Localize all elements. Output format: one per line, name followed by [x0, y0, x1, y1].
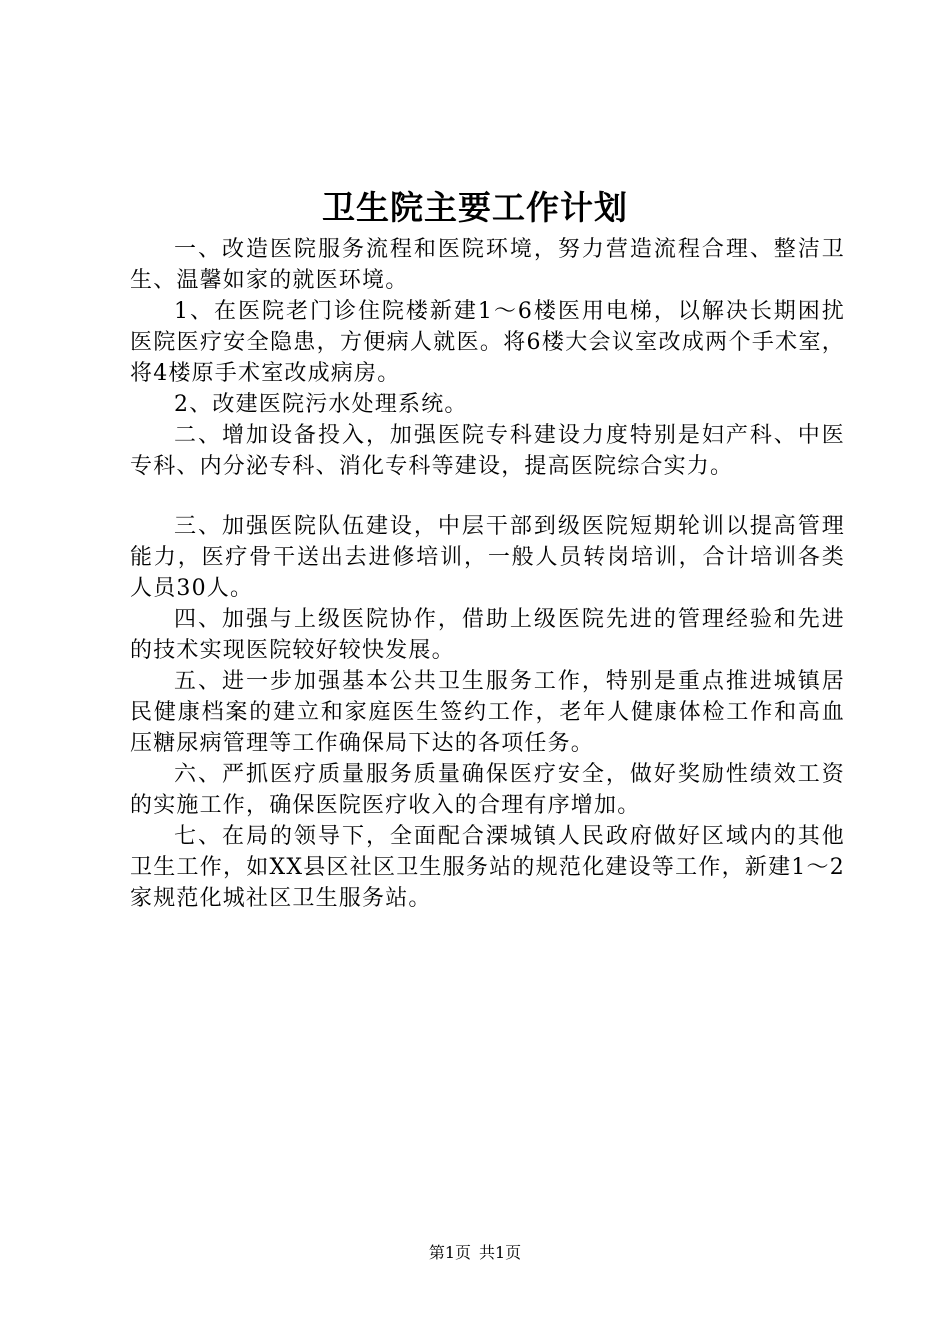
page-footer: [0, 1242, 950, 1264]
document-title: 卫生院主要工作计划: [322, 188, 628, 227]
paragraph-9: 七、在局的领导下，全面配合溧城镇人民政府做好区域内的其他卫生工作，如XX县区社区卫生服务站的规范化建设等工作，新建1～2家规范化城社区卫生服务站。: [130, 824, 845, 911]
paragraph-4: 二、增加设备投入，加强医院专科建设力度特别是妇产科、中医专科、内分泌专科、消化专科等建设，提高医院综合实力。: [130, 423, 845, 479]
page-number-total: 共1页: [479, 1243, 522, 1262]
paragraph-5: 三、加强医院队伍建设，中层干部到级医院短期轮训以提高管理能力，医疗骨干送出去进修培训，一般人员转岗培训，合计培训各类人员30人。: [130, 514, 845, 601]
page-number-current: 第1页: [428, 1243, 471, 1262]
document-body: [130, 234, 845, 914]
paragraph-7: 五、进一步加强基本公共卫生服务工作，特别是重点推进城镇居民健康档案的建立和家庭医生签约工作，老年人健康体检工作和高血压糖尿病管理等工作确保局下达的各项任务。: [130, 669, 845, 756]
paragraph-2: 1、在医院老门诊住院楼新建1～6楼医用电梯，以解决长期困扰医院医疗安全隐患，方便病人就医。将6楼大会议室改成两个手术室，将4楼原手术室改成病房。: [130, 299, 845, 386]
paragraph-6: 四、加强与上级医院协作，借助上级医院先进的管理经验和先进的技术实现医院较好较快发展。: [130, 607, 845, 663]
paragraph-8: 六、严抓医疗质量服务质量确保医疗安全，做好奖励性绩效工资的实施工作，确保医院医疗收入的合理有序增加。: [130, 762, 845, 818]
paragraph-3: 2、改建医院污水处理系统。: [174, 392, 468, 417]
paragraph-1: 一、改造医院服务流程和医院环境，努力营造流程合理、整洁卫生、温馨如家的就医环境。: [130, 237, 845, 293]
